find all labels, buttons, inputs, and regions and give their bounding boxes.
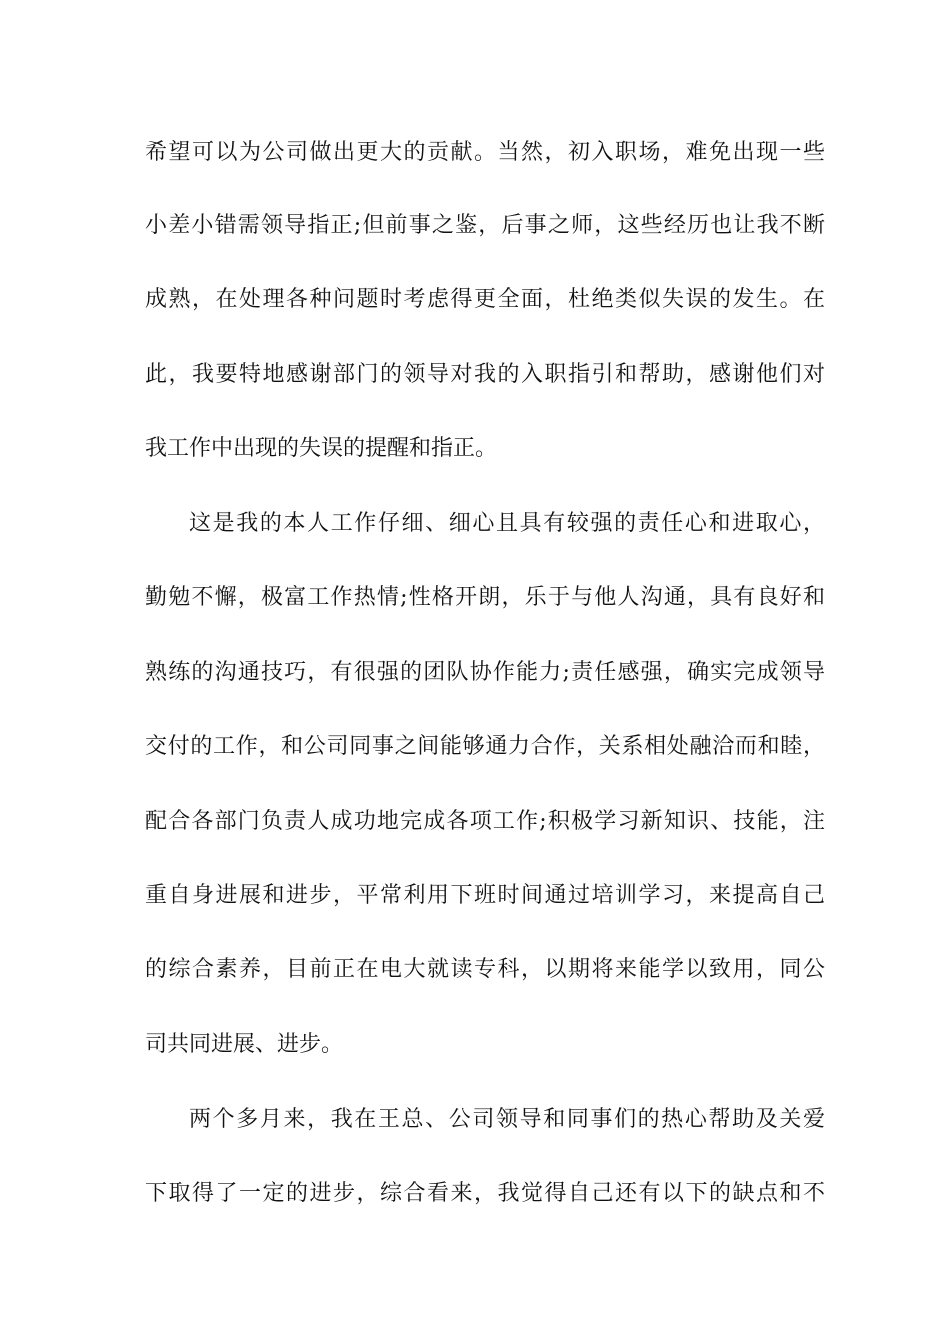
paragraph-line: 我工作中出现的失误的提醒和指正。	[145, 436, 498, 461]
paragraph-line: 这是我的本人工作仔细、细心且具有较强的责任心和进取心，	[189, 511, 825, 536]
paragraph-line: 勤勉不懈，极富工作热情;性格开朗，乐于与他人沟通，具有良好和	[145, 585, 825, 610]
paragraph-line: 希望可以为公司做出更大的贡献。当然，初入职场，难免出现一些	[145, 140, 825, 165]
paragraph-line: 的综合素养，目前正在电大就读专科，以期将来能学以致用，同公	[145, 957, 825, 982]
paragraph-line: 交付的工作，和公司同事之间能够通力合作，关系相处融洽而和睦，	[145, 734, 825, 759]
paragraph-line: 此，我要特地感谢部门的领导对我的入职指引和帮助，感谢他们对	[145, 362, 825, 387]
paragraph-line: 配合各部门负责人成功地完成各项工作;积极学习新知识、技能，注	[145, 809, 825, 834]
paragraph-line: 重自身进展和进步，平常利用下班时间通过培训学习，来提高自己	[145, 883, 825, 908]
paragraph-line: 成熟，在处理各种问题时考虑得更全面，杜绝类似失误的发生。在	[145, 287, 825, 312]
paragraph-line: 小差小错需领导指正;但前事之鉴，后事之师，这些经历也让我不断	[145, 213, 825, 238]
paragraph-line: 司共同进展、进步。	[145, 1032, 344, 1057]
paragraph-line: 下取得了一定的进步，综合看来，我觉得自己还有以下的缺点和不	[145, 1181, 825, 1206]
paragraph-line: 两个多月来，我在王总、公司领导和同事们的热心帮助及关爱	[189, 1107, 825, 1132]
paragraph-line: 熟练的沟通技巧，有很强的团队协作能力;责任感强，确实完成领导	[145, 660, 825, 685]
